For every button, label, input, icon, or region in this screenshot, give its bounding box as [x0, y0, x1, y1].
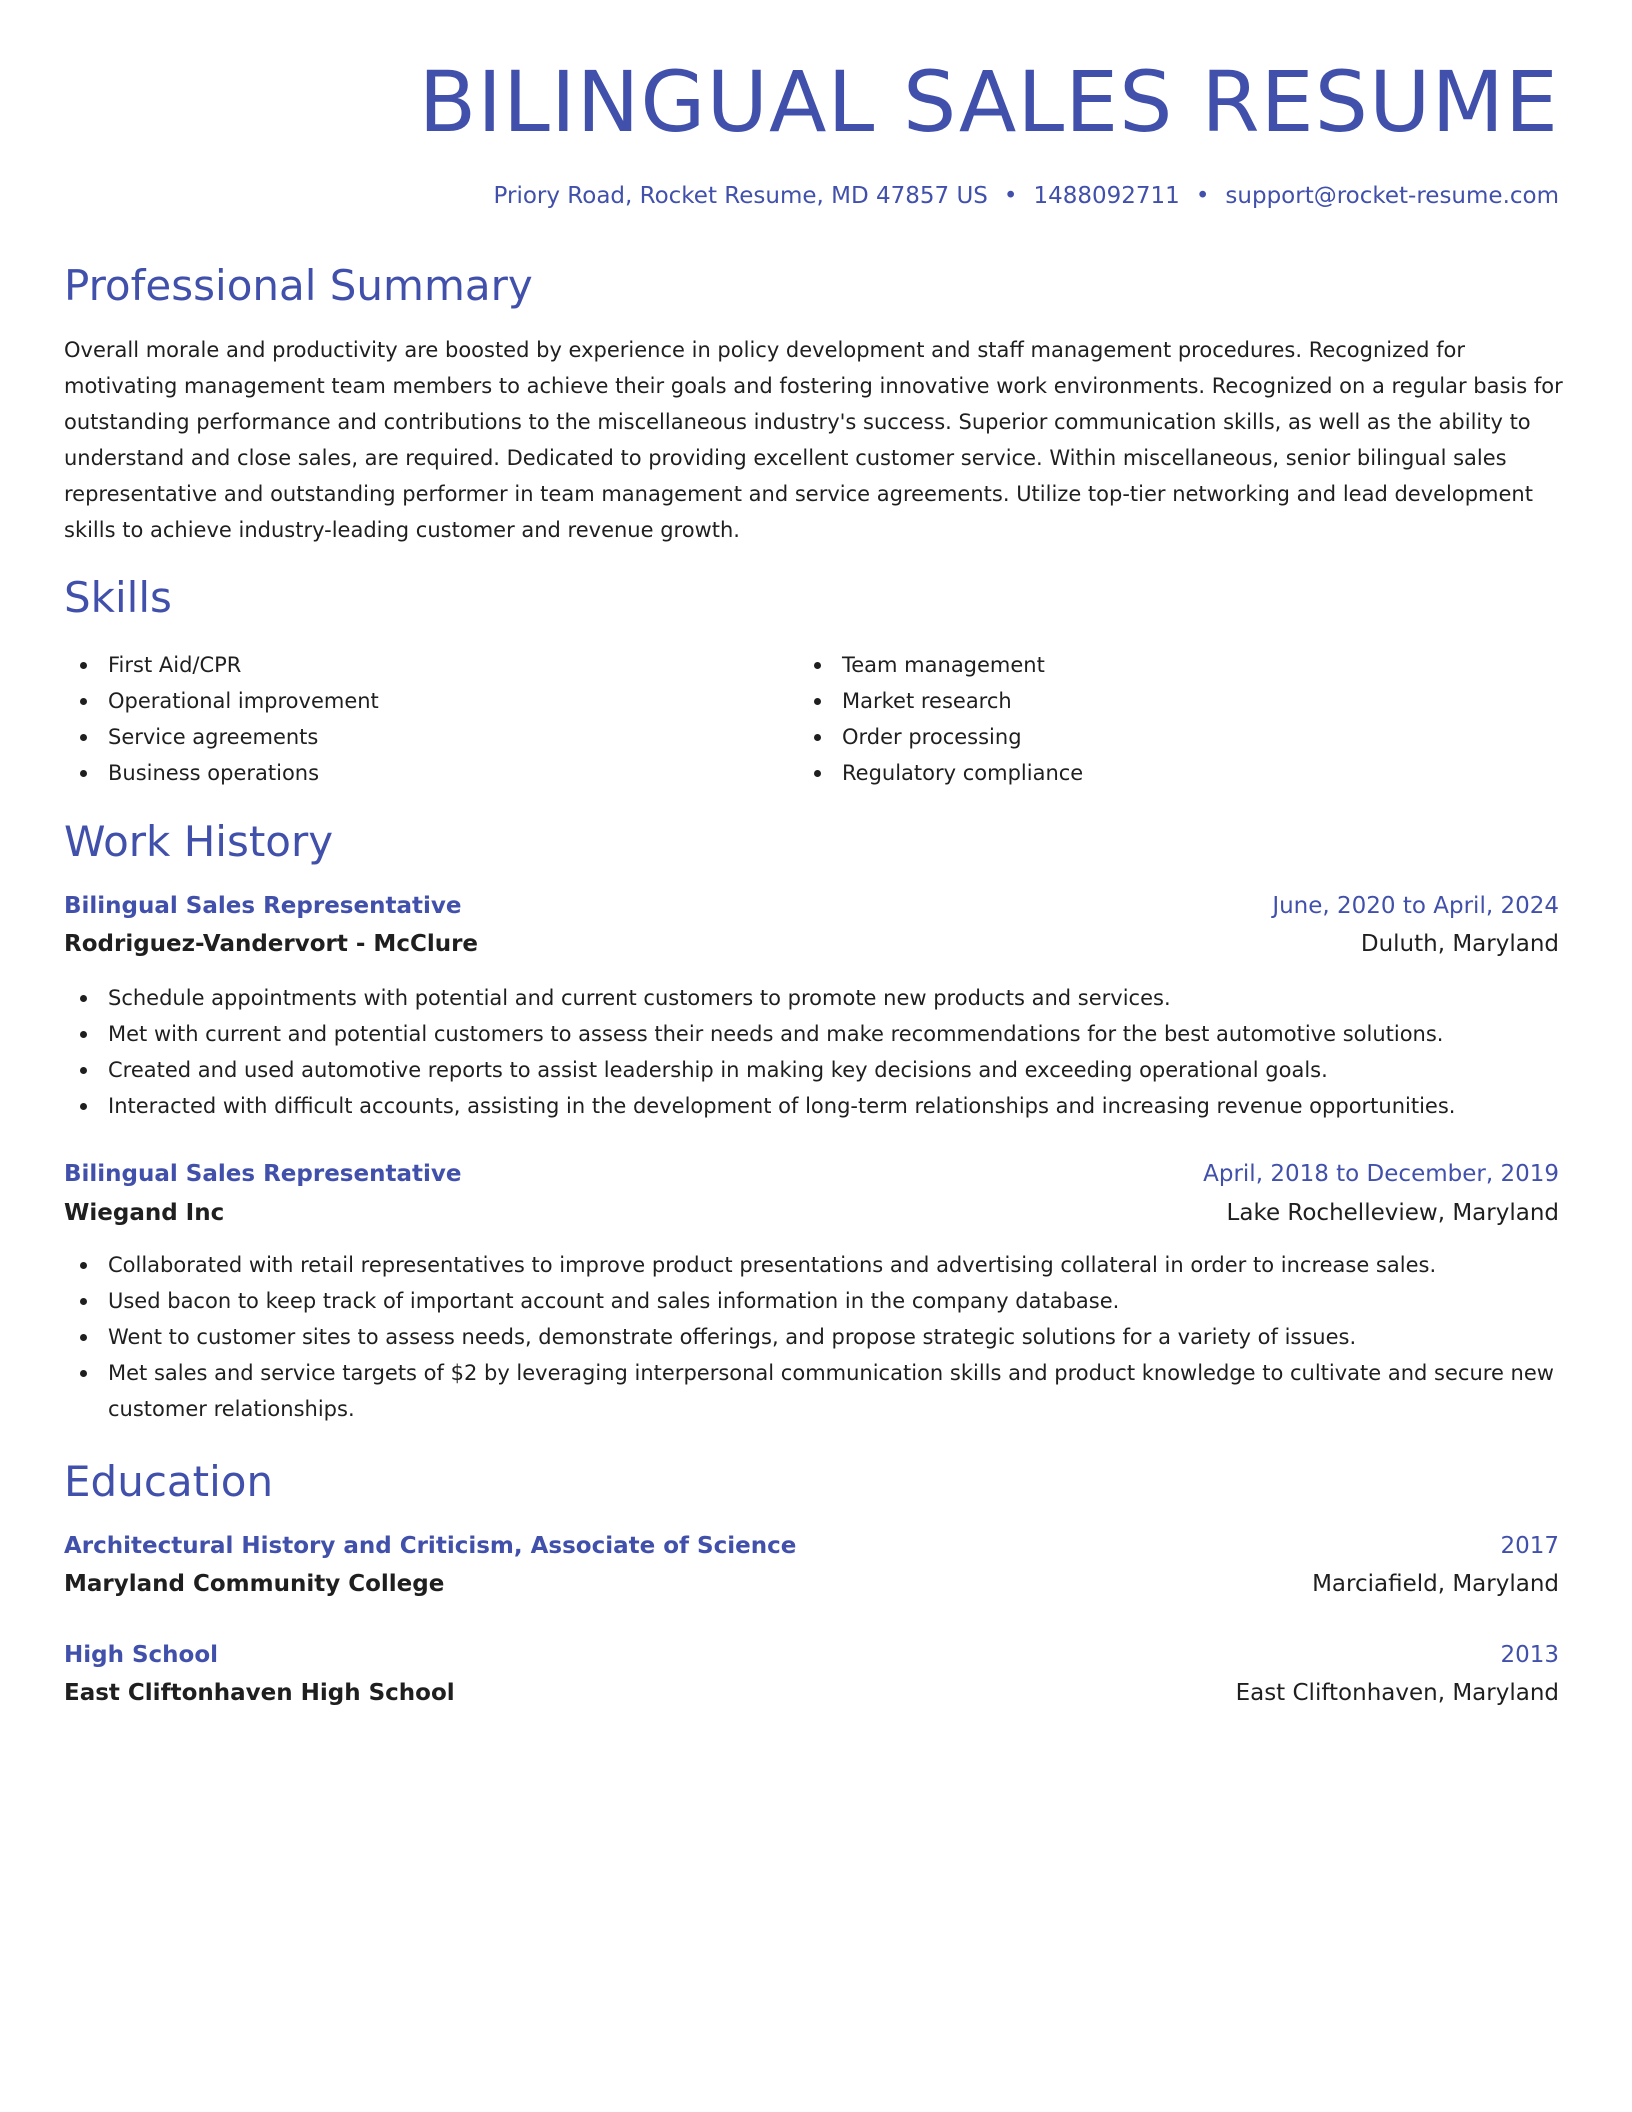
- skills-column-right: [798, 647, 1498, 791]
- job-title: Bilingual Sales Representative: [64, 893, 462, 919]
- job-subheader: [64, 926, 1559, 962]
- skill-item: Service agreements: [64, 719, 764, 755]
- skill-item: Market research: [798, 683, 1498, 719]
- graduation-year: 2017: [1500, 1533, 1559, 1559]
- duty-item: Met sales and service targets of $2 by leveraging interpersonal communication skills and product knowledge to cultivate and secure new customer relationships.: [64, 1355, 1564, 1427]
- school-location: Marciafield, Maryland: [1312, 1571, 1559, 1597]
- graduation-year: 2013: [1500, 1642, 1559, 1668]
- school-location: East Cliftonhaven, Maryland: [1235, 1680, 1559, 1706]
- job-duties: [64, 1247, 1564, 1427]
- phone: 1488092711: [1033, 183, 1180, 209]
- job-subheader: [64, 1195, 1559, 1231]
- skill-item: Order processing: [798, 719, 1498, 755]
- job-title: Bilingual Sales Representative: [64, 1161, 462, 1187]
- company-name: Wiegand Inc: [64, 1200, 225, 1226]
- duty-item: Met with current and potential customers to assess their needs and make recommendations for the best automotive solutions.: [64, 1016, 1564, 1052]
- job-header: [64, 888, 1559, 924]
- education-heading: Education: [64, 1457, 274, 1506]
- job-dates: April, 2018 to December, 2019: [1203, 1161, 1559, 1187]
- skill-item: Regulatory compliance: [798, 755, 1498, 791]
- separator-dot: •: [1195, 183, 1210, 209]
- job-location: Duluth, Maryland: [1360, 931, 1559, 957]
- job-header: [64, 1156, 1559, 1192]
- address: Priory Road, Rocket Resume, MD 47857 US: [493, 183, 988, 209]
- duty-item: Used bacon to keep track of important account and sales information in the company database.: [64, 1283, 1564, 1319]
- skill-item: Operational improvement: [64, 683, 764, 719]
- summary-text: Overall morale and productivity are boosted by experience in policy development and staff management procedures. Recognized for motivating management team members to achieve their goals and fostering innovative work environments. Recognized on a regular basis for outstanding performance and contributions to the miscellaneous industry's success. Superior communication skills, as well as the ability to understand and close sales, are required. Dedicated to providing excellent customer service. Within miscellaneous, senior bilingual sales representative and outstanding performer in team management and service agreements. Utilize top-tier networking and lead development skills to achieve industry-leading customer and revenue growth.: [64, 338, 1563, 542]
- skill-item: Team management: [798, 647, 1498, 683]
- school-name: Maryland Community College: [64, 1571, 445, 1597]
- education-header: [64, 1528, 1559, 1564]
- company-name: Rodriguez-Vandervort - McClure: [64, 931, 479, 957]
- contact-line: [64, 178, 1559, 214]
- duty-item: Schedule appointments with potential and current customers to promote new products and services.: [64, 980, 1564, 1016]
- school-name: East Cliftonhaven High School: [64, 1680, 455, 1706]
- work-history-heading: Work History: [64, 817, 334, 866]
- job-dates: June, 2020 to April, 2024: [1272, 893, 1559, 919]
- education-subheader: [64, 1675, 1559, 1711]
- skill-item: Business operations: [64, 755, 764, 791]
- email: support@rocket-resume.com: [1225, 183, 1559, 209]
- degree-name: High School: [64, 1642, 219, 1668]
- job-duties: [64, 980, 1564, 1124]
- duty-item: Created and used automotive reports to assist leadership in making key decisions and exceeding operational goals.: [64, 1052, 1564, 1088]
- duty-item: Went to customer sites to assess needs, demonstrate offerings, and propose strategic solutions for a variety of issues.: [64, 1319, 1564, 1355]
- duty-item: Collaborated with retail representatives to improve product presentations and advertising collateral in order to increase sales.: [64, 1247, 1564, 1283]
- job-location: Lake Rochelleview, Maryland: [1226, 1200, 1559, 1226]
- degree-name: Architectural History and Criticism, Associate of Science: [64, 1533, 797, 1559]
- summary-heading: Professional Summary: [64, 261, 533, 310]
- duty-item: Interacted with difficult accounts, assisting in the development of long-term relationships and increasing revenue opportunities.: [64, 1088, 1564, 1124]
- education-header: [64, 1637, 1559, 1673]
- education-subheader: [64, 1566, 1559, 1602]
- skills-column-left: [64, 647, 764, 791]
- skills-heading: Skills: [64, 573, 172, 622]
- skill-item: First Aid/CPR: [64, 647, 764, 683]
- resume-title: BILINGUAL SALES RESUME: [418, 53, 1559, 151]
- separator-dot: •: [1003, 183, 1018, 209]
